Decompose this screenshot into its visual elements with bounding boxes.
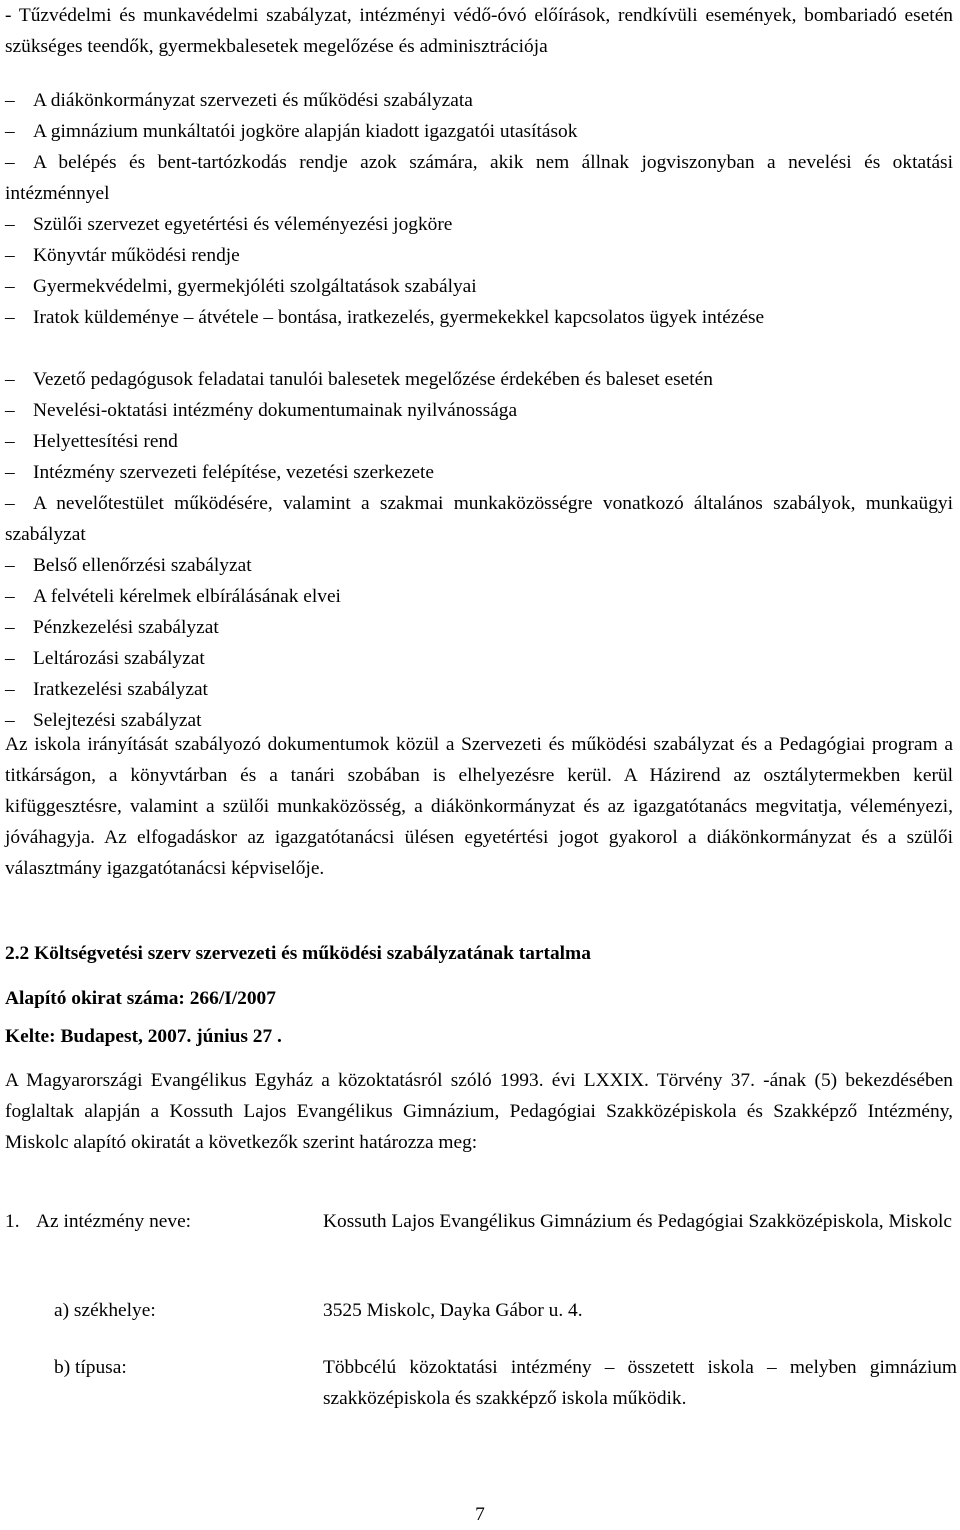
dash-marker: – [5,555,15,576]
list-item-text: Belső ellenőrzési szabályzat [33,555,252,576]
list-first-line: - Tűzvédelmi és munkavédelmi szabályzat, intézményi védő-óvó előírások, rendkívüli események, bombariadó esetén szükséges teendők, gyermekbalesetek megelőzése és adminisztrációja [5,5,953,57]
list-item [5,116,953,147]
list-item-text: Szülői szervezet egyetértési és véleményezési jogköre [33,214,453,235]
list-item-text: Intézmény szervezeti felépítése, vezetési szerkezete [33,462,435,483]
dash-marker: – [5,679,15,700]
intro-paragraph: A Magyarországi Evangélikus Egyház a közoktatásról szóló 1993. évi LXXIX. Törvény 37. -ának (5) bekezdésében foglaltak alapján a Kossuth Lajos Evangélikus Gimnázium, Pedagógiai Szakközépiskola és Szakképző Intézmény, Miskolc alapító okiratát a következők szerint határozza meg: [5,1070,953,1153]
page-number: 7 [475,1504,485,1525]
item-value: Kossuth Lajos Evangélikus Gimnázium és Pedagógiai Szakközépiskola, Miskolc [323,1211,953,1232]
list-item-text: Leltározási szabályzat [33,648,205,669]
deed-number: Alapító okirat száma: 266/I/2007 [5,988,276,1009]
list-item [5,643,953,674]
list-item-text: Vezető pedagógusok feladatai tanulói balesetek megelőzése érdekében és baleset esetén [33,369,713,390]
dash-marker: – [5,710,15,731]
dated-line: Kelte: Budapest, 2007. június 27 . [5,1026,282,1047]
list-item-text: A diákönkormányzat szervezeti és működési szabályzata [33,90,473,111]
list-item-text: A felvételi kérelmek elbírálásának elvei [33,586,341,607]
section-heading: 2.2 Költségvetési szerv szervezeti és működési szabályzatának tartalma [5,943,591,964]
paragraph-documents: Az iskola irányítását szabályozó dokumentumok közül a Szervezeti és működési szabályzat és a Pedagógiai program a titkárságon, a könyvtárban és a tanári szobában is elhelyezésre kerül. A Házirend az osztálytermekben kerül kifüggesztésre, valamint a szülői munkaközösség, a diákönkormányzat és az igazgatótanács megvitatja, véleményezi, jóváhagyja. Az elfogadáskor az igazgatótanácsi ülésen egyetértési jogot gyakorol a diákönkormányzat és a szülői választmány igazgatótanácsi képviselője. [5,734,953,879]
list-item [5,147,953,209]
list-item-text: A belépés és bent-tartózkodás rendje azok számára, akik nem állnak jogviszonyban a nevelési és oktatási intézménnyel [5,152,953,204]
list-item [5,488,953,550]
list-item-text: Pénzkezelési szabályzat [33,617,219,638]
dash-marker: – [5,90,15,111]
list-item [5,674,953,705]
dash-marker: – [5,276,15,297]
dash-marker: – [5,586,15,607]
list-item-text: Könyvtár működési rendje [33,245,240,266]
dash-marker: – [5,152,15,173]
list-item [5,612,953,643]
list-item [5,550,953,581]
list-item [5,85,953,116]
list-item-text: Helyettesítési rend [33,431,178,452]
list-item-text: A gimnázium munkáltatói jogköre alapján kiadott igazgatói utasítások [33,121,578,142]
list-item [5,581,953,612]
item-label: b) típusa: [54,1357,127,1378]
list-item [5,271,953,302]
list-item [5,426,953,457]
dash-marker: – [5,307,15,328]
dash-marker: – [5,617,15,638]
dash-marker: – [5,214,15,235]
list-item-text: Nevelési-oktatási intézmény dokumentumainak nyilvánossága [33,400,518,421]
list-item [5,240,953,271]
list-item-text: Iratok küldeménye – átvétele – bontása, iratkezelés, gyermekekkel kapcsolatos ügyek intézése [33,307,765,328]
dash-marker: – [5,648,15,669]
item-label: Az intézmény neve: [36,1211,192,1232]
dash-marker: – [5,493,15,514]
list-item-text: Gyermekvédelmi, gyermekjóléti szolgáltatások szabályai [33,276,477,297]
dash-marker: – [5,369,15,390]
dash-marker: – [5,462,15,483]
list-item [5,209,953,240]
dash-marker: – [5,400,15,421]
list-item-text: A nevelőtestület működésére, valamint a szakmai munkaközösségre vonatkozó általános szabályok, munkaügyi szabályzat [5,493,953,545]
item-label: a) székhelye: [54,1300,156,1321]
list-item [5,395,953,426]
item-value: Többcélú közoktatási intézmény – összetett iskola – melyben gimnázium szakközépiskola és szakképző iskola működik. [323,1357,957,1409]
dash-marker: – [5,245,15,266]
list-item [5,302,953,333]
list-item [5,457,953,488]
dash-marker: – [5,121,15,142]
dash-marker: – [5,431,15,452]
list-item [5,364,953,395]
item-number: 1. [5,1211,20,1232]
item-value: 3525 Miskolc, Dayka Gábor u. 4. [323,1300,583,1321]
list-item-text: Iratkezelési szabályzat [33,679,208,700]
list-item-text: Selejtezési szabályzat [33,710,202,731]
